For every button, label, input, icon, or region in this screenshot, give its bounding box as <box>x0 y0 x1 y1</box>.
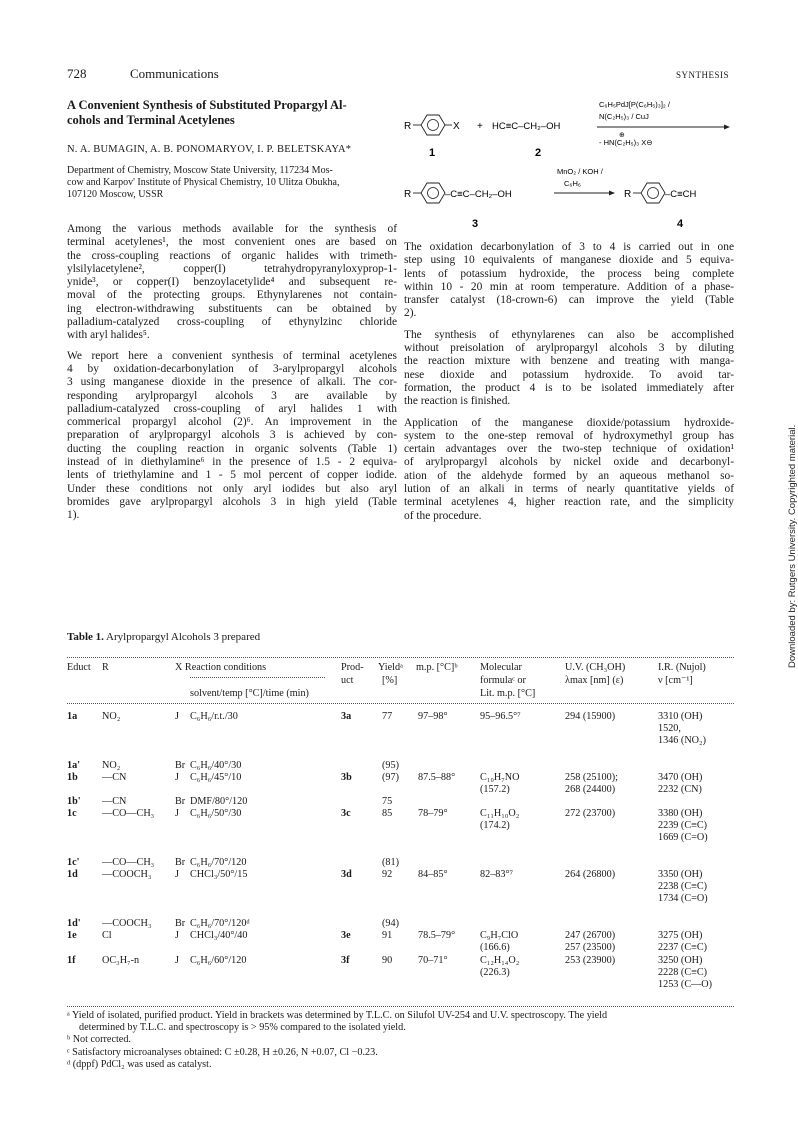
cell-formula: C₉H₇ClO <box>480 930 519 941</box>
cell-ir: 2238 (C≡C) <box>658 881 708 893</box>
oxidation-line: lents of potassium hydroxide, the process being complete <box>404 267 734 280</box>
cell-educt: 1c' <box>67 857 80 868</box>
cell-uv: 257 (23500) <box>565 942 616 954</box>
cell-r: NO₂ <box>102 711 121 722</box>
one-pot-line: the reaction mixture with benzene and treating with manga- <box>404 355 734 368</box>
cell-educt: 1b <box>67 772 78 783</box>
cell-uv: 272 (23700) <box>565 808 616 819</box>
application-line: Application of the manganese dioxide/potassium hydroxide- <box>404 416 734 429</box>
report-line: 3 using manganese dioxide in the presence of alkali. The cor- <box>67 376 397 389</box>
intro-line: terminal acetylenes¹, the most convenient ones are based on <box>67 236 397 249</box>
cell-educt: 1e <box>67 930 77 941</box>
cell-formula: (226.3) <box>480 967 510 979</box>
cell-ir: 3380 (OH) <box>658 808 703 819</box>
cell-formula: C₁₀H₇NO <box>480 772 520 783</box>
cell-educt: 1f <box>67 955 76 966</box>
authors: N. A. BUMAGIN, A. B. PONOMARYOV, I. P. BELETSKAYA* <box>67 144 352 155</box>
th-ir-1: I.R. (Nujol) <box>658 662 706 673</box>
report-line: 4 by oxidation-decarbonylation of 3-arylpropargyl alcohols <box>67 362 397 375</box>
affiliation-line-3: 107120 Moscow, USSR <box>67 189 164 200</box>
application-line: terminal acetylenes 4, higher reaction rate, and the simplicity <box>404 496 734 509</box>
cell-r: —CN <box>102 772 127 783</box>
one-pot-line: nese dioxide and potassium hydroxide. To avoid tar- <box>404 368 734 381</box>
cell-formula: C₁₁H₁₀O₂ <box>480 808 520 819</box>
cell-conditions: C₆H₆/45°/10 <box>190 772 242 783</box>
th-yield-1: Yieldᵃ <box>378 662 403 673</box>
scheme-chain-4: –C≡CH <box>665 189 697 200</box>
application-line: of arylpropargyl alcohols by nickel oxide and decarbonyl- <box>404 456 734 469</box>
cell-formula: 82–83°⁷ <box>480 869 514 880</box>
intro-line: ylsilylacetylene², copper(I) tetrahydropyranyloxyprop-1- <box>67 262 397 275</box>
th-mp: m.p. [°C]ᵇ <box>416 662 458 673</box>
cell-conditions: C₆H₆/70°/120 <box>190 857 247 868</box>
intro-line: ynide³, or copper(I) benzoylacetylide⁴ and subsequent re- <box>67 276 397 289</box>
th-conditions-rule <box>190 677 325 678</box>
cell-yield: 75 <box>382 796 393 807</box>
cell-conditions: DMF/80°/120 <box>190 796 248 807</box>
th-solvent: solvent/temp [°C]/time (min) <box>190 688 309 699</box>
cell-r: —COOCH₃ <box>102 869 152 880</box>
report-line: instead of in diethylamine⁶ in the presence of 1.5 - 2 equiva- <box>67 456 397 469</box>
cell-r: NO₂ <box>102 760 121 771</box>
cell-ir: 3275 (OH) <box>658 930 703 941</box>
intro-line: with aryl halides⁵. <box>67 329 150 342</box>
cell-yield: 92 <box>382 869 393 880</box>
oxidation-line: step using 10 equivalents of manganese dioxide and 5 equiva- <box>404 254 734 267</box>
footnote-line: determined by T.L.C. and spectroscopy is > 95% compared to the isolated yield. <box>79 1022 406 1034</box>
cell-ir: 3470 (OH) <box>658 772 703 783</box>
oxidation-line: transfer catalyst (18-crown-6) can improve the yield (Table <box>404 294 734 307</box>
cell-ir: 1520, <box>658 723 681 735</box>
cell-educt: 1b' <box>67 796 81 807</box>
report-line: 1). <box>67 509 80 522</box>
cell-r: —CO—CH₃ <box>102 808 155 819</box>
scheme-chain-3: –C≡C–CH₂–OH <box>445 189 512 200</box>
th-mf-3: Lit. m.p. [°C] <box>480 688 536 699</box>
scheme-r-1: R <box>404 121 412 132</box>
report-line: ducting the coupling reaction in organic solvents (Table 1) <box>67 442 397 455</box>
intro-line: the cross-coupling reactions of organic halides with trimeth- <box>67 249 397 262</box>
scheme-x: X <box>453 121 460 132</box>
cell-ir: 2239 (C≡C) <box>658 820 708 832</box>
oxidation-line: within 10 - 20 min at room temperature. Addition of a phase- <box>404 280 734 293</box>
th-uv-1: U.V. (CH₃OH) <box>565 662 626 673</box>
title-line-2: cohols and Terminal Acetylenes <box>67 113 235 127</box>
cell-r: —COOCH₃ <box>102 918 152 929</box>
cell-yield: (81) <box>382 857 399 868</box>
cell-mp: 84–85° <box>418 869 448 880</box>
cell-yield: 77 <box>382 711 393 722</box>
application-line: of the procedure. <box>404 509 482 522</box>
page-number: 728 <box>67 66 87 81</box>
th-uv-2: λmax [nm] (ε) <box>565 675 624 686</box>
th-product-2: uct <box>341 675 354 686</box>
scheme-oxidant-2: C₆H₆ <box>564 179 581 188</box>
th-yield-2: [%] <box>382 675 398 686</box>
cell-x: Br <box>175 918 186 929</box>
cell-x: Br <box>175 857 186 868</box>
th-ir-2: ν [cm⁻¹] <box>658 675 693 686</box>
cell-x: J <box>175 869 179 880</box>
cell-conditions: C₆H₆/r.t./30 <box>190 711 238 722</box>
cell-product: 3b <box>341 772 352 783</box>
cell-ir: 3310 (OH) <box>658 711 703 722</box>
report-line: palladium-catalyzed cross-coupling of aryl halides 1 with <box>67 402 397 415</box>
compound-label-2: 2 <box>535 147 542 159</box>
intro-line: ing electron-withdrawing substituents can be obtained by <box>67 302 397 315</box>
cell-x: J <box>175 930 179 941</box>
th-mf-2: formulaᶜ or <box>480 675 526 686</box>
cell-ir: 2237 (C≡C) <box>658 942 708 954</box>
cell-formula: (174.2) <box>480 820 510 832</box>
cell-x: J <box>175 711 179 722</box>
cell-educt: 1d' <box>67 918 81 929</box>
th-product-1: Prod- <box>341 662 364 673</box>
cell-mp: 78.5–79° <box>418 930 456 941</box>
footnote-line: ᵇ Not corrected. <box>67 1034 131 1046</box>
one-pot-line: the reaction is finished. <box>404 395 511 408</box>
cell-x: J <box>175 955 179 966</box>
cell-conditions: CHCl₃/50°/15 <box>190 869 248 880</box>
affiliation-line-1: Department of Chemistry, Moscow State University, 117234 Mos- <box>67 165 333 176</box>
cell-conditions: C₆H₆/60°/120 <box>190 955 247 966</box>
report-line: We report here a convenient synthesis of terminal acetylenes <box>67 349 397 362</box>
cell-product: 3e <box>341 930 351 941</box>
cell-conditions: C₆H₆/70°/120ᵈ <box>190 918 250 929</box>
cell-mp: 87.5–88° <box>418 772 456 783</box>
cell-formula: C₁₂H₁₄O₂ <box>480 955 520 966</box>
cell-mp: 70–71° <box>418 955 448 966</box>
cell-ir: 2228 (C≡C) <box>658 967 708 979</box>
cell-educt: 1a <box>67 711 78 722</box>
download-notice: Downloaded by: Rutgers University. Copyrighted material. <box>787 424 798 668</box>
intro-line: palladium-catalyzed cross-coupling of ethynylzinc chloride <box>67 316 397 329</box>
th-conditions: X Reaction conditions <box>175 662 267 673</box>
cell-ir: 1253 (C—O) <box>658 979 713 991</box>
cell-formula: 95–96.5°⁷ <box>480 711 521 722</box>
th-mf-1: Molecular <box>480 662 522 673</box>
title-line-1: A Convenient Synthesis of Substituted Propargyl Al- <box>67 98 347 112</box>
cell-yield: (95) <box>382 760 399 771</box>
cell-ir: 3250 (OH) <box>658 955 703 966</box>
report-line: responding arylpropargyl alcohols 3 are available by <box>67 389 397 402</box>
cell-uv: 253 (23900) <box>565 955 616 966</box>
scheme-r-3: R <box>404 189 412 200</box>
section-name: Communications <box>130 66 219 81</box>
application-line: certain advantages over the two-step technique of oxidation¹ <box>404 443 734 456</box>
cell-ir: 1669 (C=O) <box>658 832 708 844</box>
cell-r: —CO—CH₃ <box>102 857 155 868</box>
intro-line: moval of the protecting groups. Ethynylarenes not contain- <box>67 289 397 302</box>
compound-label-3: 3 <box>472 218 479 230</box>
table-caption-label: Table 1. <box>67 631 104 643</box>
cell-r: Cl <box>102 930 112 941</box>
cell-yield: 85 <box>382 808 393 819</box>
cell-ir: 2232 (CN) <box>658 784 702 796</box>
cell-conditions: C₆H₆/50°/30 <box>190 808 242 819</box>
scheme-r-4: R <box>624 189 632 200</box>
cell-conditions: C₆H₆/40°/30 <box>190 760 242 771</box>
cell-ir: 3350 (OH) <box>658 869 703 880</box>
footnote-line: ᶜ Satisfactory microanalyses obtained: C ±0.28, H ±0.26, N +0.07, Cl −0.23. <box>67 1046 378 1058</box>
cell-x: J <box>175 772 179 783</box>
scheme-catalyst-1: C₆H₅PdJ[P(C₆H₅)₃]₂ / <box>599 100 670 109</box>
footnote-line: ᵈ (dppf) PdCl₂ was used as catalyst. <box>67 1058 212 1070</box>
application-line: ation of the aldehyde formed by an aqueous methanol so- <box>404 469 734 482</box>
scheme-catalyst-2: N(C₂H₅)₃ / CuJ <box>599 112 649 121</box>
cell-mp: 97–98° <box>418 711 448 722</box>
cell-uv: 264 (26800) <box>565 869 616 880</box>
table-top-rule <box>67 657 734 658</box>
cell-uv: 258 (25100); <box>565 772 618 783</box>
cell-x: Br <box>175 760 186 771</box>
cell-x: J <box>175 808 179 819</box>
cell-product: 3d <box>341 869 352 880</box>
one-pot-line: The synthesis of ethynylarenes can also be accomplished <box>404 328 734 341</box>
scheme-catalyst-3: - HN(C₂H₅)₃ X⊖ <box>599 138 653 147</box>
th-r: R <box>102 662 109 673</box>
cell-ir: 1346 (NO₂) <box>658 735 706 747</box>
th-educt: Educt <box>67 662 91 673</box>
cell-r: —CN <box>102 796 127 807</box>
table-header-rule <box>67 703 734 704</box>
report-line: lents of triethylamine and 1 - 5 mol percent of copper iodide. <box>67 469 397 482</box>
application-line: system to the one-step removal of hydroxymethyl group has <box>404 429 734 442</box>
cell-uv: 268 (24400) <box>565 784 616 796</box>
cell-r: OC₃H₇-n <box>102 955 140 966</box>
journal-name: SYNTHESIS <box>676 70 730 80</box>
cell-formula: (157.2) <box>480 784 510 796</box>
cell-uv: 247 (26700) <box>565 930 616 941</box>
table-caption-text: Arylpropargyl Alcohols 3 prepared <box>106 631 261 643</box>
footnote-line: ᵃ Yield of isolated, purified product. Yield in brackets was determined by T.L.C. on Silufol UV-254 and U.V. spectroscopy. The yield <box>67 1010 608 1021</box>
report-line: commerical propargyl alcohol (2)⁶. An improvement in the <box>67 416 397 429</box>
cell-product: 3f <box>341 955 350 966</box>
report-line: preparation of arylpropargyl alcohols 3 is achieved by con- <box>67 429 397 442</box>
scheme-catalyst-charge: ⊕ <box>619 132 625 139</box>
compound-label-1: 1 <box>429 147 436 159</box>
application-line: lution of an alkali in terms of nearly quantitative yields of <box>404 483 734 496</box>
cell-x: Br <box>175 796 186 807</box>
cell-uv: 294 (15900) <box>565 711 616 722</box>
oxidation-line: 2). <box>404 307 417 320</box>
cell-ir: 1734 (C=O) <box>658 893 708 905</box>
scheme-oxidant-1: MnO₂ / KOH / <box>557 167 603 176</box>
report-line: bromides gave arylpropargyl alcohols 3 in high yield (Table <box>67 495 397 508</box>
cell-educt: 1c <box>67 808 77 819</box>
intro-line: Among the various methods available for the synthesis of <box>67 223 397 235</box>
affiliation-line-2: cow and Karpov' Institute of Physical Chemistry, 10 Ulitza Obukha, <box>67 177 340 188</box>
table-footnotes <box>67 1010 734 1071</box>
report-line: Under these conditions not only aryl iodides but also aryl <box>67 482 397 495</box>
scheme-plus: + <box>477 121 483 132</box>
cell-educt: 1d <box>67 869 78 880</box>
cell-product: 3c <box>341 808 351 819</box>
cell-conditions: CHCl₃/40°/40 <box>190 930 248 941</box>
scheme-propargyl: HC≡C–CH₂–OH <box>492 121 561 132</box>
cell-yield: 91 <box>382 930 393 941</box>
cell-yield: (97) <box>382 772 399 783</box>
table-bottom-rule <box>67 1006 734 1007</box>
cell-yield: (94) <box>382 918 399 929</box>
cell-educt: 1a' <box>67 760 81 771</box>
cell-mp: 78–79° <box>418 808 448 819</box>
compound-label-4: 4 <box>677 218 684 230</box>
cell-yield: 90 <box>382 955 393 966</box>
cell-formula: (166.6) <box>480 942 510 954</box>
cell-product: 3a <box>341 711 352 722</box>
oxidation-line: The oxidation decarbonylation of 3 to 4 is carried out in one <box>404 241 734 253</box>
one-pot-line: without preisolation of arylpropargyl alcohols 3 by diluting <box>404 342 734 355</box>
one-pot-line: formation, the product 4 is to be isolated immediately after <box>404 381 734 394</box>
